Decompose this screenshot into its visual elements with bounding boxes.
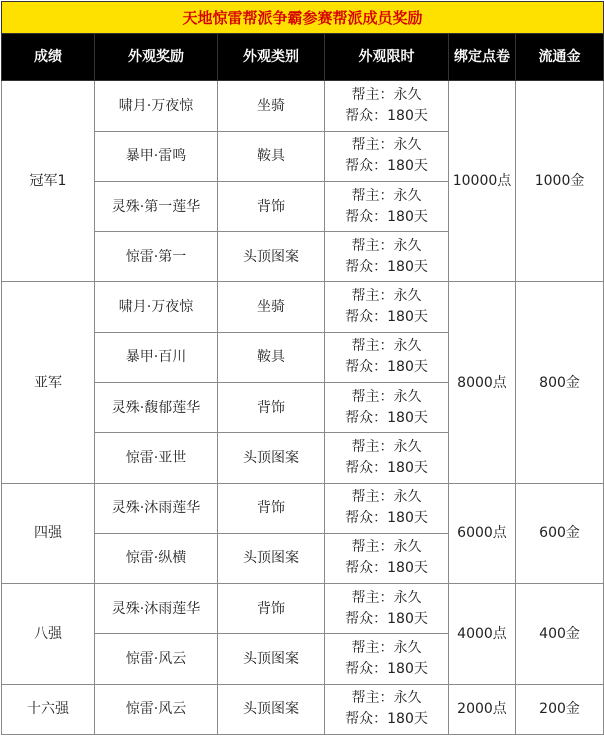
category-cell: 背饰 (218, 383, 325, 433)
gold-cell: 1000金 (516, 81, 604, 282)
table-row (2, 282, 604, 332)
limit-cell (325, 634, 449, 684)
category-cell: 背饰 (218, 584, 325, 634)
header-reward: 外观奖励 (95, 34, 218, 81)
reward-name-cell: 惊雷·风云 (95, 634, 218, 684)
limit-leader: 帮主：永久 (351, 690, 422, 707)
limit-cell (325, 232, 449, 282)
limit-leader: 帮主：永久 (351, 338, 422, 355)
limit-leader: 帮主：永久 (351, 438, 422, 455)
limit-member: 帮众：180天 (345, 459, 428, 476)
reward-name-cell: 惊雷·纵横 (95, 533, 218, 583)
title-row (2, 2, 604, 34)
rewards-table (1, 1, 604, 735)
points-cell: 6000点 (449, 483, 516, 584)
limit-leader: 帮主：永久 (351, 137, 422, 154)
rank-cell: 亚军 (2, 282, 95, 483)
reward-name-cell: 惊雷·亚世 (95, 433, 218, 483)
table-row (2, 81, 604, 131)
limit-member: 帮众：180天 (345, 409, 428, 426)
category-cell: 头顶图案 (218, 533, 325, 583)
limit-cell (325, 81, 449, 131)
category-cell: 头顶图案 (218, 634, 325, 684)
rank-cell: 八强 (2, 584, 95, 685)
gold-cell: 200金 (516, 684, 604, 734)
points-cell: 2000点 (449, 684, 516, 734)
limit-member: 帮众：180天 (345, 660, 428, 677)
limit-leader: 帮主：永久 (351, 388, 422, 405)
limit-member: 帮众：180天 (345, 711, 428, 728)
reward-name-cell: 暴甲·雷鸣 (95, 131, 218, 181)
limit-leader: 帮主：永久 (351, 589, 422, 606)
category-cell: 头顶图案 (218, 684, 325, 734)
reward-name-cell: 灵殊·沐雨莲华 (95, 483, 218, 533)
limit-member: 帮众：180天 (345, 610, 428, 627)
limit-leader: 帮主：永久 (351, 639, 422, 656)
table-row (2, 684, 604, 734)
reward-name-cell: 啸月·万夜惊 (95, 282, 218, 332)
category-cell: 背饰 (218, 181, 325, 231)
rank-cell: 冠军1 (2, 81, 95, 282)
category-cell: 头顶图案 (218, 433, 325, 483)
limit-member: 帮众：180天 (345, 108, 428, 125)
header-row (2, 34, 604, 81)
limit-cell (325, 332, 449, 382)
rank-cell: 四强 (2, 483, 95, 584)
reward-name-cell: 啸月·万夜惊 (95, 81, 218, 131)
limit-member: 帮众：180天 (345, 560, 428, 577)
limit-leader: 帮主：永久 (351, 539, 422, 556)
header-rank: 成绩 (2, 34, 95, 81)
reward-name-cell: 灵殊·馥郁莲华 (95, 383, 218, 433)
points-cell: 4000点 (449, 584, 516, 685)
points-cell: 8000点 (449, 282, 516, 483)
limit-cell (325, 533, 449, 583)
points-cell: 10000点 (449, 81, 516, 282)
limit-cell (325, 181, 449, 231)
gold-cell: 600金 (516, 483, 604, 584)
limit-member: 帮众：180天 (345, 258, 428, 275)
category-cell: 坐骑 (218, 282, 325, 332)
table-title: 天地惊雷帮派争霸参赛帮派成员奖励 (2, 2, 604, 34)
reward-name-cell: 灵殊·第一莲华 (95, 181, 218, 231)
limit-member: 帮众：180天 (345, 510, 428, 527)
limit-cell (325, 483, 449, 533)
table-row (2, 584, 604, 634)
header-limit: 外观限时 (325, 34, 449, 81)
header-category: 外观类别 (218, 34, 325, 81)
gold-cell: 400金 (516, 584, 604, 685)
category-cell: 鞍具 (218, 131, 325, 181)
category-cell: 坐骑 (218, 81, 325, 131)
table-row (2, 483, 604, 533)
limit-member: 帮众：180天 (345, 208, 428, 225)
reward-name-cell: 惊雷·风云 (95, 684, 218, 734)
limit-member: 帮众：180天 (345, 309, 428, 326)
limit-cell (325, 282, 449, 332)
limit-cell (325, 684, 449, 734)
limit-cell (325, 383, 449, 433)
gold-cell: 800金 (516, 282, 604, 483)
reward-name-cell: 灵殊·沐雨莲华 (95, 584, 218, 634)
category-cell: 鞍具 (218, 332, 325, 382)
limit-leader: 帮主：永久 (351, 288, 422, 305)
limit-member: 帮众：180天 (345, 359, 428, 376)
limit-leader: 帮主：永久 (351, 237, 422, 254)
category-cell: 头顶图案 (218, 232, 325, 282)
reward-name-cell: 惊雷·第一 (95, 232, 218, 282)
limit-leader: 帮主：永久 (351, 187, 422, 204)
limit-cell (325, 433, 449, 483)
limit-cell (325, 131, 449, 181)
rank-cell: 十六强 (2, 684, 95, 734)
limit-leader: 帮主：永久 (351, 87, 422, 104)
limit-member: 帮众：180天 (345, 158, 428, 175)
limit-leader: 帮主：永久 (351, 489, 422, 506)
header-gold: 流通金 (516, 34, 604, 81)
limit-cell (325, 584, 449, 634)
header-points: 绑定点卷 (449, 34, 516, 81)
category-cell: 背饰 (218, 483, 325, 533)
reward-name-cell: 暴甲·百川 (95, 332, 218, 382)
